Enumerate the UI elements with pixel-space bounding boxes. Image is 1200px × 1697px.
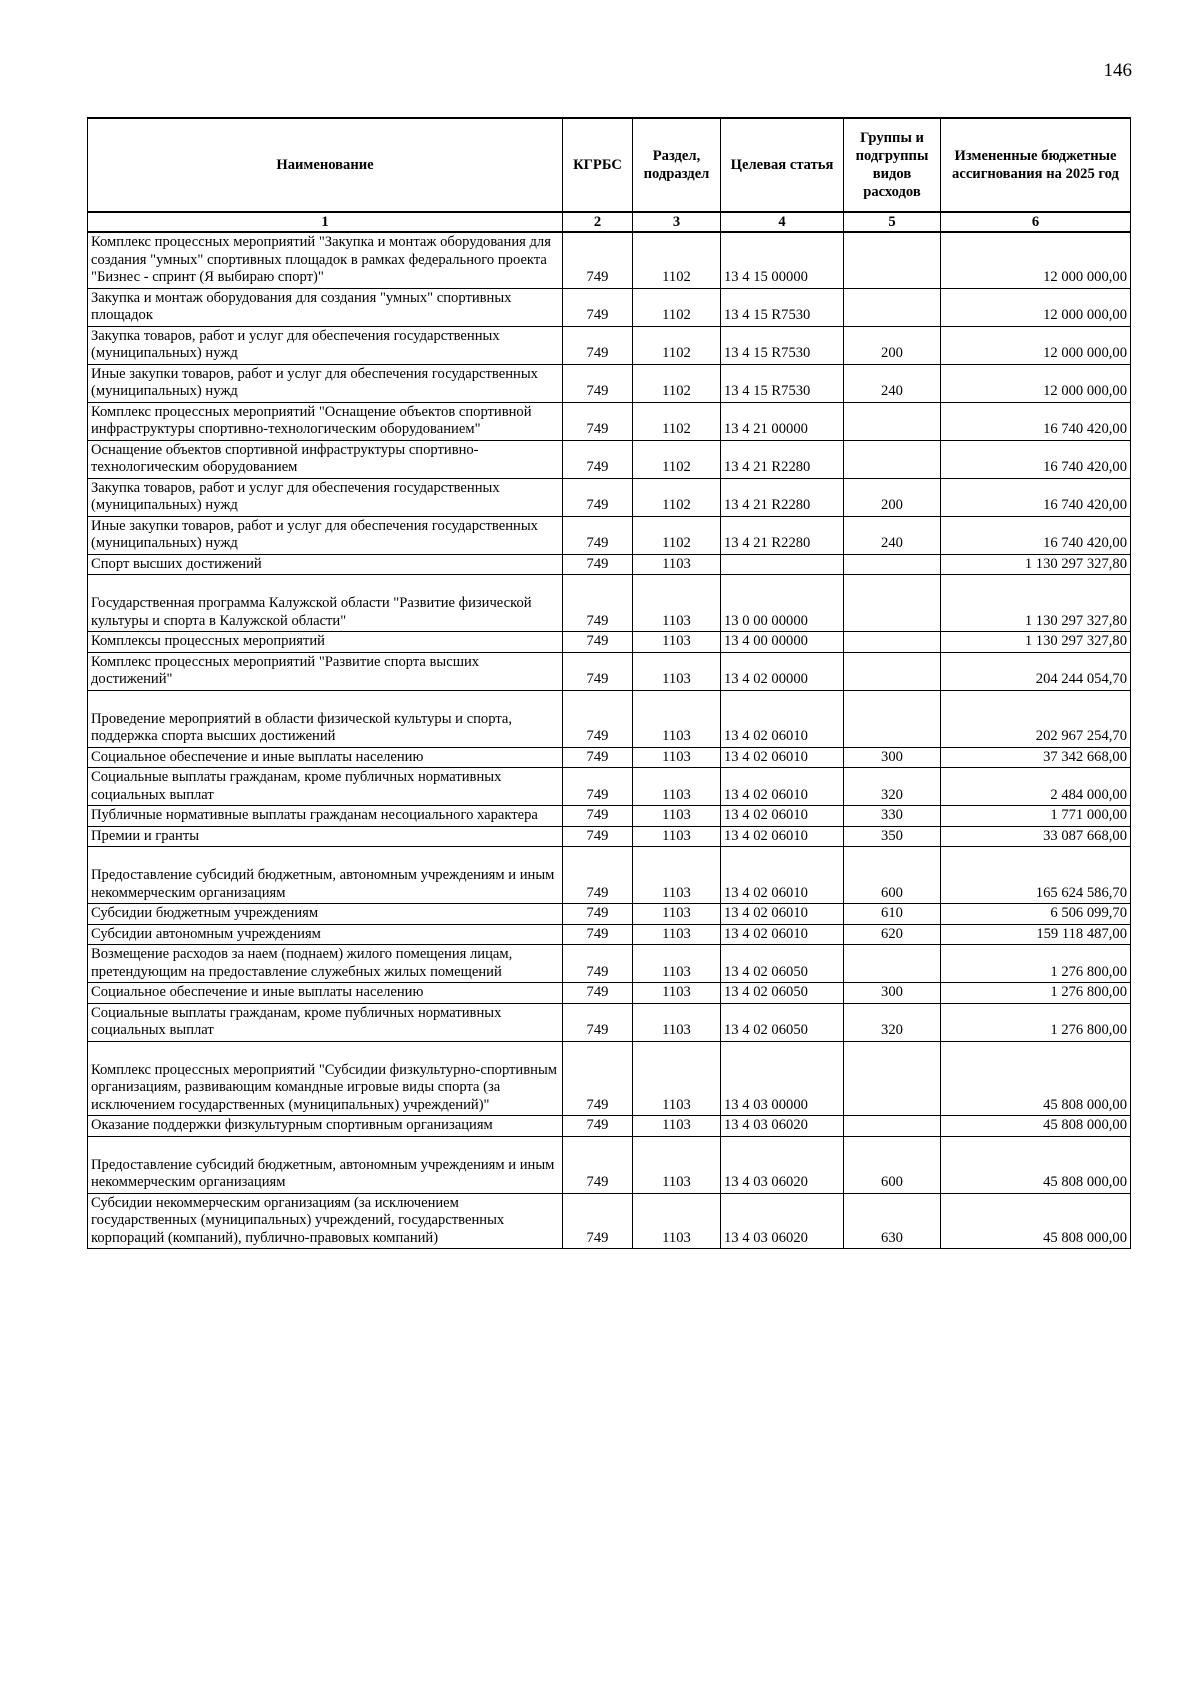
row-section: 1103 <box>633 747 721 768</box>
row-target: 13 4 02 06010 <box>721 847 844 904</box>
row-group <box>844 575 941 632</box>
row-name: Комплекс процессных мероприятий "Субсидии физкультурно-спортивным организациям, развивающим командные игровые виды спорта (за исключением государственных (муниципальных) учреждений)" <box>88 1041 563 1116</box>
column-number: 1 <box>88 212 563 232</box>
row-kgrbs: 749 <box>563 232 633 288</box>
table-row <box>88 1193 1131 1249</box>
row-section: 1103 <box>633 826 721 847</box>
row-kgrbs: 749 <box>563 288 633 326</box>
row-group <box>844 288 941 326</box>
row-group: 200 <box>844 478 941 516</box>
budget-table <box>87 117 1131 1249</box>
row-target: 13 4 15 00000 <box>721 232 844 288</box>
row-group: 600 <box>844 847 941 904</box>
table-row <box>88 983 1131 1004</box>
row-amount: 33 087 668,00 <box>941 826 1131 847</box>
row-group <box>844 690 941 747</box>
row-name: Премии и гранты <box>88 826 563 847</box>
row-section: 1103 <box>633 690 721 747</box>
row-section: 1103 <box>633 1003 721 1041</box>
row-group: 620 <box>844 924 941 945</box>
row-kgrbs: 749 <box>563 847 633 904</box>
row-kgrbs: 749 <box>563 516 633 554</box>
row-name: Оказание поддержки физкультурным спортивным организациям <box>88 1116 563 1137</box>
row-group: 610 <box>844 904 941 925</box>
row-kgrbs: 749 <box>563 983 633 1004</box>
row-target: 13 4 00 00000 <box>721 632 844 653</box>
row-name: Иные закупки товаров, работ и услуг для обеспечения государственных (муниципальных) нужд <box>88 364 563 402</box>
row-kgrbs: 749 <box>563 364 633 402</box>
row-group: 330 <box>844 806 941 827</box>
row-group: 300 <box>844 983 941 1004</box>
row-amount: 165 624 586,70 <box>941 847 1131 904</box>
row-group <box>844 1116 941 1137</box>
row-amount: 16 740 420,00 <box>941 402 1131 440</box>
row-kgrbs: 749 <box>563 478 633 516</box>
row-amount: 16 740 420,00 <box>941 478 1131 516</box>
table-row <box>88 924 1131 945</box>
row-target: 13 4 02 06050 <box>721 945 844 983</box>
row-amount: 37 342 668,00 <box>941 747 1131 768</box>
table-row <box>88 632 1131 653</box>
row-group <box>844 652 941 690</box>
row-section: 1103 <box>633 652 721 690</box>
table-row <box>88 826 1131 847</box>
row-section: 1103 <box>633 1136 721 1193</box>
row-target: 13 4 03 06020 <box>721 1136 844 1193</box>
row-name: Государственная программа Калужской области "Развитие физической культуры и спорта в Калужской области" <box>88 575 563 632</box>
table-row <box>88 575 1131 632</box>
row-target: 13 4 02 06010 <box>721 690 844 747</box>
row-name: Комплекс процессных мероприятий "Оснащение объектов спортивной инфраструктуры спортивно-технологическим оборудованием" <box>88 402 563 440</box>
row-name: Оснащение объектов спортивной инфраструктуры спортивно-технологическим оборудованием <box>88 440 563 478</box>
row-kgrbs: 749 <box>563 826 633 847</box>
row-kgrbs: 749 <box>563 1116 633 1137</box>
row-section: 1103 <box>633 983 721 1004</box>
budget-table-body <box>88 232 1131 1249</box>
table-row <box>88 747 1131 768</box>
table-row <box>88 326 1131 364</box>
header-kgrbs: КГРБС <box>563 118 633 212</box>
row-section: 1102 <box>633 326 721 364</box>
row-group: 600 <box>844 1136 941 1193</box>
row-group <box>844 554 941 575</box>
row-amount: 1 276 800,00 <box>941 983 1131 1004</box>
row-target: 13 4 02 06010 <box>721 826 844 847</box>
row-kgrbs: 749 <box>563 904 633 925</box>
row-group <box>844 945 941 983</box>
row-section: 1103 <box>633 806 721 827</box>
row-name: Комплексы процессных мероприятий <box>88 632 563 653</box>
row-section: 1103 <box>633 924 721 945</box>
row-amount: 1 771 000,00 <box>941 806 1131 827</box>
row-target: 13 4 02 06010 <box>721 806 844 827</box>
table-row <box>88 1116 1131 1137</box>
row-name: Комплекс процессных мероприятий "Развитие спорта высших достижений" <box>88 652 563 690</box>
row-group <box>844 232 941 288</box>
row-kgrbs: 749 <box>563 768 633 806</box>
row-target: 13 4 21 R2280 <box>721 478 844 516</box>
row-target: 13 4 02 06050 <box>721 983 844 1004</box>
row-name: Социальные выплаты гражданам, кроме публичных нормативных социальных выплат <box>88 768 563 806</box>
row-kgrbs: 749 <box>563 806 633 827</box>
row-target: 13 4 03 06020 <box>721 1116 844 1137</box>
row-target: 13 4 02 06010 <box>721 768 844 806</box>
table-row <box>88 768 1131 806</box>
table-row <box>88 904 1131 925</box>
row-amount: 204 244 054,70 <box>941 652 1131 690</box>
row-amount: 12 000 000,00 <box>941 364 1131 402</box>
row-group: 240 <box>844 516 941 554</box>
row-name: Предоставление субсидий бюджетным, автономным учреждениям и иным некоммерческим организациям <box>88 1136 563 1193</box>
row-target: 13 4 21 R2280 <box>721 440 844 478</box>
table-row <box>88 516 1131 554</box>
row-target: 13 4 15 R7530 <box>721 288 844 326</box>
table-row <box>88 1136 1131 1193</box>
row-name: Возмещение расходов за наем (поднаем) жилого помещения лицам, претендующим на предоставление служебных жилых помещений <box>88 945 563 983</box>
row-kgrbs: 749 <box>563 1136 633 1193</box>
row-name: Социальное обеспечение и иные выплаты населению <box>88 747 563 768</box>
row-amount: 1 130 297 327,80 <box>941 575 1131 632</box>
row-amount: 1 130 297 327,80 <box>941 632 1131 653</box>
row-section: 1103 <box>633 575 721 632</box>
row-name: Иные закупки товаров, работ и услуг для обеспечения государственных (муниципальных) нужд <box>88 516 563 554</box>
row-name: Закупка и монтаж оборудования для создания "умных" спортивных площадок <box>88 288 563 326</box>
row-kgrbs: 749 <box>563 747 633 768</box>
row-section: 1103 <box>633 768 721 806</box>
row-name: Публичные нормативные выплаты гражданам несоциального характера <box>88 806 563 827</box>
column-number: 6 <box>941 212 1131 232</box>
table-row <box>88 440 1131 478</box>
row-amount: 6 506 099,70 <box>941 904 1131 925</box>
table-row <box>88 806 1131 827</box>
table-row <box>88 1003 1131 1041</box>
row-target: 13 4 02 00000 <box>721 652 844 690</box>
table-row <box>88 847 1131 904</box>
row-group <box>844 440 941 478</box>
row-section: 1103 <box>633 847 721 904</box>
table-row <box>88 478 1131 516</box>
row-section: 1102 <box>633 478 721 516</box>
row-section: 1103 <box>633 632 721 653</box>
row-amount: 1 130 297 327,80 <box>941 554 1131 575</box>
row-kgrbs: 749 <box>563 440 633 478</box>
column-number: 2 <box>563 212 633 232</box>
row-group: 200 <box>844 326 941 364</box>
row-kgrbs: 749 <box>563 924 633 945</box>
row-section: 1102 <box>633 440 721 478</box>
table-row <box>88 945 1131 983</box>
row-amount: 12 000 000,00 <box>941 288 1131 326</box>
row-section: 1102 <box>633 364 721 402</box>
row-section: 1103 <box>633 945 721 983</box>
table-row <box>88 288 1131 326</box>
row-section: 1102 <box>633 288 721 326</box>
row-section: 1103 <box>633 554 721 575</box>
header-name: Наименование <box>88 118 563 212</box>
table-row <box>88 1041 1131 1116</box>
row-target: 13 4 02 06010 <box>721 747 844 768</box>
row-name: Субсидии некоммерческим организациям (за исключением государственных (муниципальных) учреждений, государственных корпораций (компаний), публично-правовых компаний) <box>88 1193 563 1249</box>
row-target: 13 4 03 00000 <box>721 1041 844 1116</box>
table-row <box>88 402 1131 440</box>
row-group: 630 <box>844 1193 941 1249</box>
row-name: Социальные выплаты гражданам, кроме публичных нормативных социальных выплат <box>88 1003 563 1041</box>
row-kgrbs: 749 <box>563 575 633 632</box>
row-section: 1103 <box>633 904 721 925</box>
row-group <box>844 402 941 440</box>
row-name: Проведение мероприятий в области физической культуры и спорта, поддержка спорта высших достижений <box>88 690 563 747</box>
row-kgrbs: 749 <box>563 554 633 575</box>
row-target <box>721 554 844 575</box>
row-name: Закупка товаров, работ и услуг для обеспечения государственных (муниципальных) нужд <box>88 478 563 516</box>
column-number: 4 <box>721 212 844 232</box>
column-number: 5 <box>844 212 941 232</box>
row-section: 1103 <box>633 1041 721 1116</box>
row-group: 320 <box>844 1003 941 1041</box>
header-target: Целевая статья <box>721 118 844 212</box>
row-kgrbs: 749 <box>563 632 633 653</box>
row-amount: 1 276 800,00 <box>941 1003 1131 1041</box>
row-name: Комплекс процессных мероприятий "Закупка и монтаж оборудования для создания "умных" спортивных площадок в рамках федерального проекта "Бизнес - спринт (Я выбираю спорт)" <box>88 232 563 288</box>
row-target: 13 4 02 06010 <box>721 924 844 945</box>
row-section: 1102 <box>633 516 721 554</box>
header-groups: Группы и подгруппы видов расходов <box>844 118 941 212</box>
row-amount: 12 000 000,00 <box>941 232 1131 288</box>
row-name: Субсидии автономным учреждениям <box>88 924 563 945</box>
row-group: 300 <box>844 747 941 768</box>
row-amount: 45 808 000,00 <box>941 1041 1131 1116</box>
table-header-row <box>88 118 1131 212</box>
row-target: 13 4 15 R7530 <box>721 364 844 402</box>
row-amount: 16 740 420,00 <box>941 516 1131 554</box>
row-kgrbs: 749 <box>563 1193 633 1249</box>
row-kgrbs: 749 <box>563 652 633 690</box>
table-row <box>88 232 1131 288</box>
row-section: 1103 <box>633 1116 721 1137</box>
table-row <box>88 690 1131 747</box>
row-name: Закупка товаров, работ и услуг для обеспечения государственных (муниципальных) нужд <box>88 326 563 364</box>
row-kgrbs: 749 <box>563 402 633 440</box>
row-name: Социальное обеспечение и иные выплаты населению <box>88 983 563 1004</box>
row-amount: 159 118 487,00 <box>941 924 1131 945</box>
row-section: 1102 <box>633 402 721 440</box>
row-amount: 16 740 420,00 <box>941 440 1131 478</box>
row-name: Спорт высших достижений <box>88 554 563 575</box>
row-kgrbs: 749 <box>563 1041 633 1116</box>
row-kgrbs: 749 <box>563 945 633 983</box>
row-name: Предоставление субсидий бюджетным, автономным учреждениям и иным некоммерческим организациям <box>88 847 563 904</box>
row-section: 1103 <box>633 1193 721 1249</box>
row-amount: 45 808 000,00 <box>941 1116 1131 1137</box>
row-amount: 2 484 000,00 <box>941 768 1131 806</box>
row-target: 13 4 02 06050 <box>721 1003 844 1041</box>
row-section: 1102 <box>633 232 721 288</box>
page-number: 146 <box>1103 60 1132 81</box>
table-row <box>88 652 1131 690</box>
row-kgrbs: 749 <box>563 690 633 747</box>
header-section: Раздел, подраздел <box>633 118 721 212</box>
column-number: 3 <box>633 212 721 232</box>
row-target: 13 4 15 R7530 <box>721 326 844 364</box>
row-group <box>844 1041 941 1116</box>
row-target: 13 0 00 00000 <box>721 575 844 632</box>
row-amount: 45 808 000,00 <box>941 1136 1131 1193</box>
row-kgrbs: 749 <box>563 1003 633 1041</box>
row-target: 13 4 02 06010 <box>721 904 844 925</box>
row-kgrbs: 749 <box>563 326 633 364</box>
row-group: 350 <box>844 826 941 847</box>
row-name: Субсидии бюджетным учреждениям <box>88 904 563 925</box>
header-amount: Измененные бюджетные ассигнования на 2025 год <box>941 118 1131 212</box>
row-target: 13 4 21 00000 <box>721 402 844 440</box>
row-amount: 45 808 000,00 <box>941 1193 1131 1249</box>
row-group <box>844 632 941 653</box>
column-number-row <box>88 212 1131 232</box>
row-amount: 202 967 254,70 <box>941 690 1131 747</box>
row-group: 320 <box>844 768 941 806</box>
row-target: 13 4 21 R2280 <box>721 516 844 554</box>
row-amount: 1 276 800,00 <box>941 945 1131 983</box>
row-amount: 12 000 000,00 <box>941 326 1131 364</box>
table-row <box>88 554 1131 575</box>
row-group: 240 <box>844 364 941 402</box>
row-target: 13 4 03 06020 <box>721 1193 844 1249</box>
table-row <box>88 364 1131 402</box>
